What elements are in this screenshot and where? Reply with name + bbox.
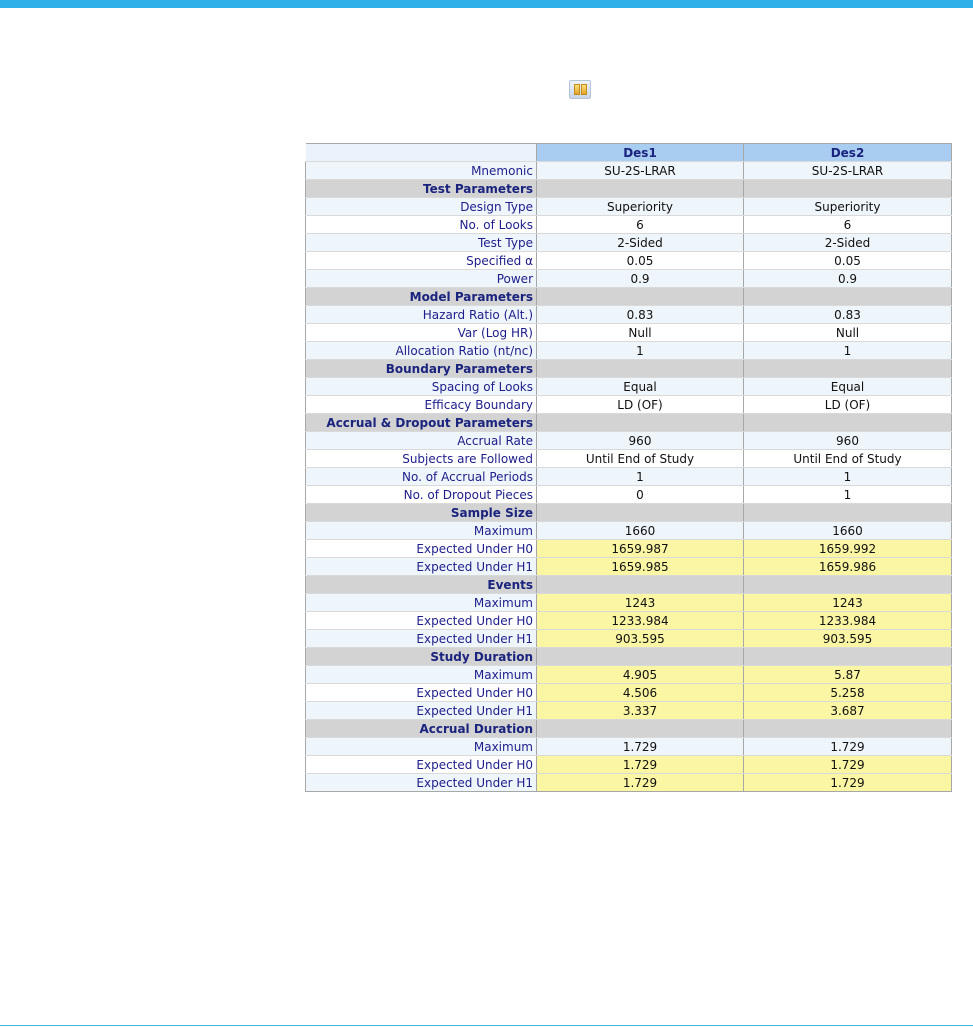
table-row [306,396,952,414]
value-cell-des2: SU-2S-LRAR [744,162,952,180]
value-cell-des2: Equal [744,378,952,396]
table-row [306,306,952,324]
section-empty-cell [537,576,744,594]
section-empty-cell [537,414,744,432]
table-row [306,378,952,396]
value-cell-des2: 1.729 [744,756,952,774]
value-cell-des2: Until End of Study [744,450,952,468]
section-empty-cell [537,720,744,738]
value-cell-des2: 5.87 [744,666,952,684]
value-cell-des1: Null [537,324,744,342]
row-label: Expected Under H0 [306,540,537,558]
value-cell-des2: 1 [744,468,952,486]
section-empty-cell [744,414,952,432]
row-label: Expected Under H0 [306,612,537,630]
value-cell-des2: 1.729 [744,738,952,756]
section-empty-cell [537,504,744,522]
section-header-row [306,288,952,306]
value-cell-des2: 1 [744,486,952,504]
row-label: Specified α [306,252,537,270]
value-cell-des1: 1233.984 [537,612,744,630]
row-label: Expected Under H1 [306,630,537,648]
section-label: Boundary Parameters [306,360,537,378]
section-label: Study Duration [306,648,537,666]
value-cell-des2: 2-Sided [744,234,952,252]
value-cell-des1: 0.05 [537,252,744,270]
table-row [306,540,952,558]
row-label: No. of Accrual Periods [306,468,537,486]
table-row [306,342,952,360]
row-label: Maximum [306,738,537,756]
section-empty-cell [744,576,952,594]
row-label: Var (Log HR) [306,324,537,342]
value-cell-des1: 1243 [537,594,744,612]
table-row [306,522,952,540]
table-row [306,162,952,180]
section-empty-cell [744,504,952,522]
row-label: Power [306,270,537,288]
value-cell-des1: 0.83 [537,306,744,324]
section-label: Model Parameters [306,288,537,306]
table-row [306,198,952,216]
row-label: Expected Under H1 [306,558,537,576]
table-row [306,630,952,648]
value-cell-des1: 1659.985 [537,558,744,576]
row-label: Mnemonic [306,162,537,180]
value-cell-des2: 0.9 [744,270,952,288]
table-row [306,432,952,450]
value-cell-des2: 0.05 [744,252,952,270]
section-empty-cell [537,288,744,306]
row-label: No. of Looks [306,216,537,234]
row-label: Maximum [306,522,537,540]
value-cell-des2: 960 [744,432,952,450]
value-cell-des2: 1.729 [744,774,952,792]
section-empty-cell [744,720,952,738]
section-label: Test Parameters [306,180,537,198]
value-cell-des1: Until End of Study [537,450,744,468]
section-header-row [306,360,952,378]
value-cell-des1: 4.506 [537,684,744,702]
table-row [306,270,952,288]
row-label: Expected Under H0 [306,684,537,702]
section-header-row [306,576,952,594]
value-cell-des1: 3.337 [537,702,744,720]
value-cell-des2: LD (OF) [744,396,952,414]
section-empty-cell [744,180,952,198]
row-label: Expected Under H1 [306,774,537,792]
value-cell-des1: 1 [537,468,744,486]
section-label: Accrual & Dropout Parameters [306,414,537,432]
table-row [306,216,952,234]
section-empty-cell [744,648,952,666]
value-cell-des2: 1233.984 [744,612,952,630]
value-cell-des1: 1.729 [537,756,744,774]
section-header-row [306,504,952,522]
header-corner-cell [306,144,537,162]
row-label: Expected Under H0 [306,756,537,774]
bottom-divider [0,1025,973,1026]
value-cell-des2: Superiority [744,198,952,216]
value-cell-des1: 2-Sided [537,234,744,252]
value-cell-des2: 1659.986 [744,558,952,576]
value-cell-des1: 6 [537,216,744,234]
table-row [306,324,952,342]
section-empty-cell [537,180,744,198]
value-cell-des1: 0 [537,486,744,504]
value-cell-des2: 3.687 [744,702,952,720]
row-label: Maximum [306,666,537,684]
value-cell-des1: Superiority [537,198,744,216]
table-row [306,450,952,468]
section-label: Accrual Duration [306,720,537,738]
table-row [306,612,952,630]
table-row [306,252,952,270]
tile-windows-icon[interactable] [569,80,591,99]
value-cell-des2: 6 [744,216,952,234]
table-row [306,738,952,756]
row-label: Expected Under H1 [306,702,537,720]
section-header-row [306,720,952,738]
section-empty-cell [537,648,744,666]
row-label: Hazard Ratio (Alt.) [306,306,537,324]
row-label: Maximum [306,594,537,612]
value-cell-des2: 903.595 [744,630,952,648]
value-cell-des1: LD (OF) [537,396,744,414]
value-cell-des2: 1243 [744,594,952,612]
table-row [306,558,952,576]
value-cell-des1: 1659.987 [537,540,744,558]
table-row [306,756,952,774]
table-row [306,594,952,612]
table-row [306,486,952,504]
value-cell-des1: 0.9 [537,270,744,288]
value-cell-des2: 1660 [744,522,952,540]
table-row [306,234,952,252]
value-cell-des1: 4.905 [537,666,744,684]
section-label: Events [306,576,537,594]
section-label: Sample Size [306,504,537,522]
value-cell-des2: 5.258 [744,684,952,702]
value-cell-des1: Equal [537,378,744,396]
row-label: Design Type [306,198,537,216]
value-cell-des2: 0.83 [744,306,952,324]
column-header-des1[interactable]: Des1 [537,144,744,162]
table-row [306,702,952,720]
table-header-row [306,144,952,162]
section-empty-cell [744,360,952,378]
section-header-row [306,648,952,666]
row-label: Subjects are Followed [306,450,537,468]
value-cell-des1: SU-2S-LRAR [537,162,744,180]
table-row [306,684,952,702]
value-cell-des1: 903.595 [537,630,744,648]
value-cell-des1: 1660 [537,522,744,540]
value-cell-des1: 1 [537,342,744,360]
design-comparison-table [305,143,952,792]
value-cell-des2: 1 [744,342,952,360]
column-header-des2[interactable]: Des2 [744,144,952,162]
section-header-row [306,180,952,198]
top-accent-bar [0,0,973,8]
row-label: Test Type [306,234,537,252]
row-label: Accrual Rate [306,432,537,450]
table-row [306,666,952,684]
row-label: Allocation Ratio (nt/nc) [306,342,537,360]
section-empty-cell [744,288,952,306]
value-cell-des2: 1659.992 [744,540,952,558]
value-cell-des1: 960 [537,432,744,450]
section-header-row [306,414,952,432]
table-row [306,774,952,792]
row-label: Efficacy Boundary [306,396,537,414]
section-empty-cell [537,360,744,378]
row-label: Spacing of Looks [306,378,537,396]
row-label: No. of Dropout Pieces [306,486,537,504]
table-row [306,468,952,486]
value-cell-des1: 1.729 [537,738,744,756]
value-cell-des2: Null [744,324,952,342]
value-cell-des1: 1.729 [537,774,744,792]
